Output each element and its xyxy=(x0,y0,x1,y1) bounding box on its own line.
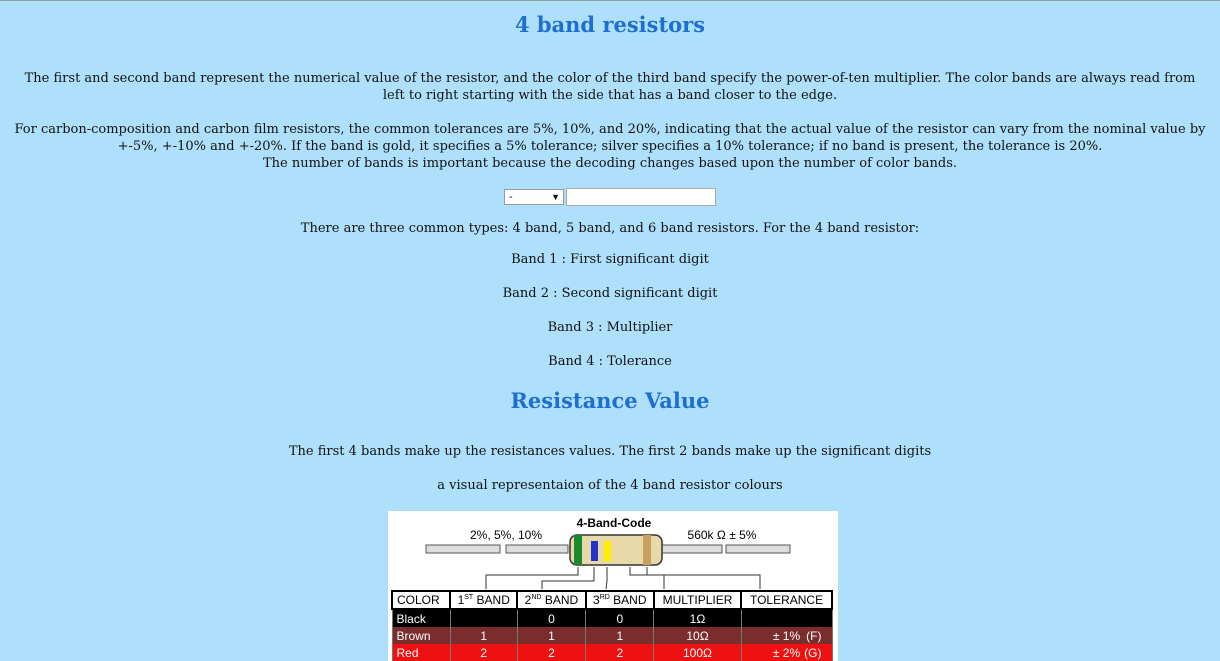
bands-note: The number of bands is important because the decoding changes based upon the number of color bands. xyxy=(262,156,958,171)
band-3-text: Band 3 : Multiplier xyxy=(547,320,673,335)
page xyxy=(0,1,1220,660)
title-block xyxy=(0,12,1220,37)
section-title-block xyxy=(0,388,1220,413)
diagram-left-label: 2%, 5%, 10% xyxy=(469,528,543,542)
table-header-row xyxy=(392,591,832,609)
visual-caption: a visual representaion of the 4 band resistor colours xyxy=(437,478,783,493)
resistance-text: The first 4 bands make up the resistances values. The first 2 bands make up the significant digits xyxy=(288,444,932,459)
resistor-body xyxy=(570,535,662,565)
band-count-select[interactable] xyxy=(504,189,564,205)
table-row: Red 2 2 2 100Ω ± 2% (G) xyxy=(392,644,832,661)
resistor-diagram xyxy=(388,511,838,661)
header-band-3: 3RD BAND xyxy=(586,591,654,609)
band-2-mark xyxy=(591,541,598,561)
intro-paragraph: The first and second band represent the numerical value of the resistor, and the color of the third band specify the power-of-ten multiplier. The color bands are always read from left to right starting with the side that has a band closer to the edge. xyxy=(24,71,1196,103)
diagram-right-label: 560k Ω ± 5% xyxy=(687,528,757,542)
table-row: Brown 1 1 1 10Ω ± 1% (F) xyxy=(392,627,832,644)
decoder-controls xyxy=(0,186,1220,206)
band-1-mark xyxy=(574,535,582,565)
band-4-text: Band 4 : Tolerance xyxy=(548,354,672,369)
header-color: COLOR xyxy=(392,591,450,609)
header-multiplier: MULTIPLIER xyxy=(654,591,741,609)
band-count-select-value: - xyxy=(509,190,513,203)
header-tolerance: TOLERANCE xyxy=(741,591,832,609)
band-2-text: Band 2 : Second significant digit xyxy=(502,286,718,301)
tolerance-paragraph: For carbon-composition and carbon film resistors, the common tolerances are 5%, 10%, and 20%, indicating that the actual value of the resistor can vary from the nominal value by +-5%, +-10% and +-20%. If the band is gold, it specifies a 5% tolerance; silver specifies a 10% tolerance; if no band is present, the tolerance is 20%. xyxy=(14,122,1206,154)
resistor-illustration xyxy=(388,511,838,591)
section-title: Resistance Value xyxy=(510,388,710,413)
right-leads xyxy=(660,545,790,553)
band-connectors xyxy=(486,567,760,589)
color-code-table xyxy=(391,590,833,661)
header-band-1: 1ST BAND xyxy=(450,591,517,609)
table-row: Black 0 0 1Ω xyxy=(392,609,832,627)
band-4-mark xyxy=(643,535,651,565)
dropdown-arrow-icon: ▼ xyxy=(551,191,560,202)
diagram-title: 4-Band-Code xyxy=(576,516,652,530)
band-3-mark xyxy=(604,541,611,561)
left-leads xyxy=(426,545,568,553)
types-text: There are three common types: 4 band, 5 band, and 6 band resistors. For the 4 band resistor: xyxy=(300,221,920,236)
band-1-text: Band 1 : First significant digit xyxy=(511,252,709,267)
page-title: 4 band resistors xyxy=(514,12,706,37)
header-band-2: 2ND BAND xyxy=(517,591,585,609)
resistor-value-input[interactable] xyxy=(566,188,716,206)
